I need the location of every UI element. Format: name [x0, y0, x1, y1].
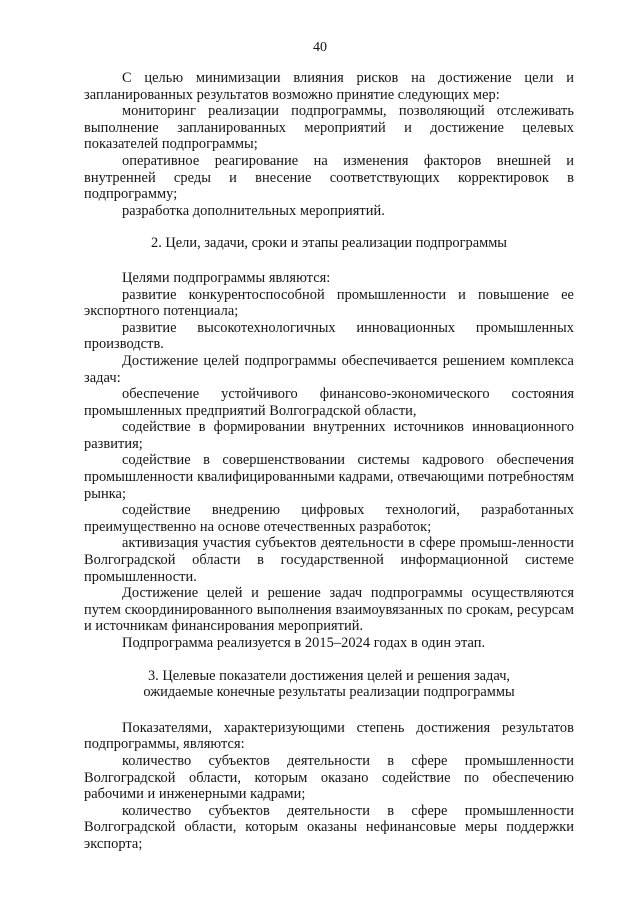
section-risk-measures — [84, 70, 574, 219]
paragraph: оперативное реагирование на изменения факторов внешней и внутренней среды и внесение соответствующих корректировок в подпрограмму; — [84, 152, 574, 203]
paragraph: Целями подпрограммы являются: — [122, 269, 331, 286]
paragraph: количество субъектов деятельности в сфере промышленности Волгоградской области, которым оказаны нефинансовые меры поддержки экспорта; — [84, 802, 574, 852]
section-3-heading-line-1: 3. Целевые показатели достижения целей и решения задач, — [147, 667, 511, 684]
paragraph: Достижение целей подпрограммы обеспечивается решением комплекса задач: — [84, 352, 574, 386]
paragraph: содействие внедрению цифровых технологий, разработанных преимущественно на основе отечественных разработок; — [84, 502, 574, 535]
paragraph: содействие в совершенствовании системы кадрового обеспечения промышленности квалифицированными кадрами, отвечающими потребностям рынка; — [84, 452, 574, 502]
paragraph: С целью минимизации влияния рисков на достижение цели и запланированных результатов возможно принятие следующих мер: — [84, 70, 574, 103]
paragraph: активизация участия субъектов деятельности в сфере промыш-ленности Волгоградской области в государственной информационной системе промышленности. — [84, 535, 574, 585]
paragraph: обеспечение устойчивого финансово-экономического состояния промышленных предприятий Волгоградской области, — [84, 386, 574, 419]
paragraph: мониторинг реализации подпрограммы, позволяющий отслеживать выполнение запланированных мероприятий и достижение целевых показателей подпрограммы; — [84, 103, 574, 153]
paragraph: развитие конкурентоспособной промышленности и повышение ее экспортного потенциала; — [84, 286, 574, 320]
page-number: 40 — [313, 40, 327, 55]
paragraph: Показателями, характеризующими степень достижения результатов подпрограммы, являются: — [84, 719, 574, 753]
paragraph: разработка дополнительных мероприятий. — [122, 202, 385, 219]
paragraph: содействие в формировании внутренних источников инновационного развития; — [84, 419, 574, 452]
section-3-heading-line-2: ожидаемые конечные результаты реализации подпрограммы — [143, 684, 515, 701]
paragraph: количество субъектов деятельности в сфере промышленности Волгоградской области, которым оказано содействие по обеспечению рабочими и инженерными кадрами; — [84, 752, 574, 803]
paragraph: Достижение целей и решение задач подпрограммы осуществляются путем скоординированного выполнения взаимоувязанных по срокам, ресурсам и источникам финансирования мероприятий. — [84, 585, 574, 635]
paragraph: Подпрограмма реализуется в 2015–2024 годах в один этап. — [122, 635, 486, 651]
section-2-body — [84, 270, 574, 652]
paragraph: развитие высокотехнологичных инновационных промышленных производств. — [84, 319, 574, 353]
section-2-heading: 2. Цели, задачи, сроки и этапы реализации подпрограммы — [151, 235, 507, 252]
section-3-body — [84, 720, 574, 853]
document-body — [84, 70, 574, 853]
